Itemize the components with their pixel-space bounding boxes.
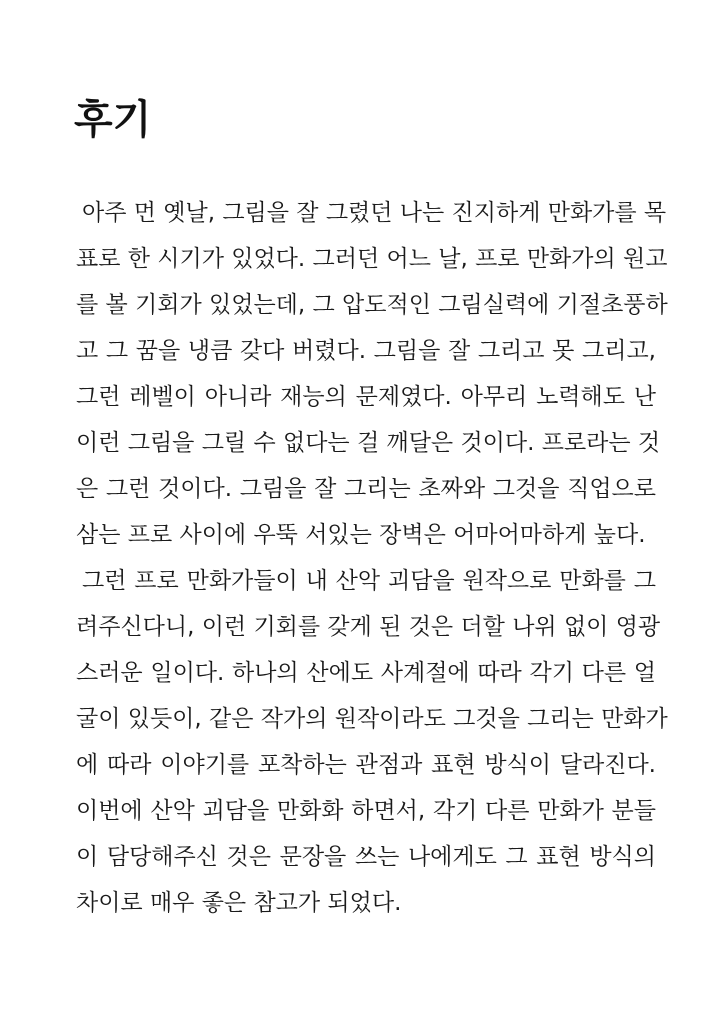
text-line: 에 따라 이야기를 포착하는 관점과 표현 방식이 달라진다. bbox=[76, 752, 656, 778]
text-line: 이 담당해주신 것은 문장을 쓰는 나에게도 그 표현 방식의 bbox=[76, 844, 656, 870]
text-line: 를 볼 기회가 있었는데, 그 압도적인 그림실력에 기절초풍하 bbox=[76, 292, 668, 318]
body-text bbox=[76, 190, 668, 926]
text-line: 그런 레벨이 아니라 재능의 문제였다. 아무리 노력해도 난 bbox=[76, 384, 656, 410]
text-line: 은 그런 것이다. 그림을 잘 그리는 초짜와 그것을 직업으로 bbox=[76, 476, 656, 502]
text-line: 고 그 꿈을 냉큼 갖다 버렸다. 그림을 잘 그리고 못 그리고, bbox=[76, 338, 656, 364]
text-line: 굴이 있듯이, 같은 작가의 원작이라도 그것을 그리는 만화가 bbox=[76, 706, 668, 732]
text-line: 차이로 매우 좋은 참고가 되었다. bbox=[76, 890, 402, 916]
text-line: 표로 한 시기가 있었다. 그러던 어느 날, 프로 만화가의 원고 bbox=[76, 246, 668, 272]
text-line: 려주신다니, 이런 기회를 갖게 된 것은 더할 나위 없이 영광 bbox=[76, 614, 661, 640]
text-line: 이번에 산악 괴담을 만화화 하면서, 각기 다른 만화가 분들 bbox=[76, 798, 656, 824]
text-line: 삼는 프로 사이에 우뚝 서있는 장벽은 어마어마하게 높다. bbox=[76, 522, 646, 548]
text-line: 이런 그림을 그릴 수 없다는 걸 깨달은 것이다. 프로라는 것 bbox=[76, 430, 661, 456]
text-line: 스러운 일이다. 하나의 산에도 사계절에 따라 각기 다른 얼 bbox=[76, 660, 656, 686]
text-line: 아주 먼 옛날, 그림을 잘 그렸던 나는 진지하게 만화가를 목 bbox=[82, 200, 667, 226]
page-title: 후기 bbox=[74, 97, 152, 143]
text-line: 그런 프로 만화가들이 내 산악 괴담을 원작으로 만화를 그 bbox=[82, 568, 656, 594]
